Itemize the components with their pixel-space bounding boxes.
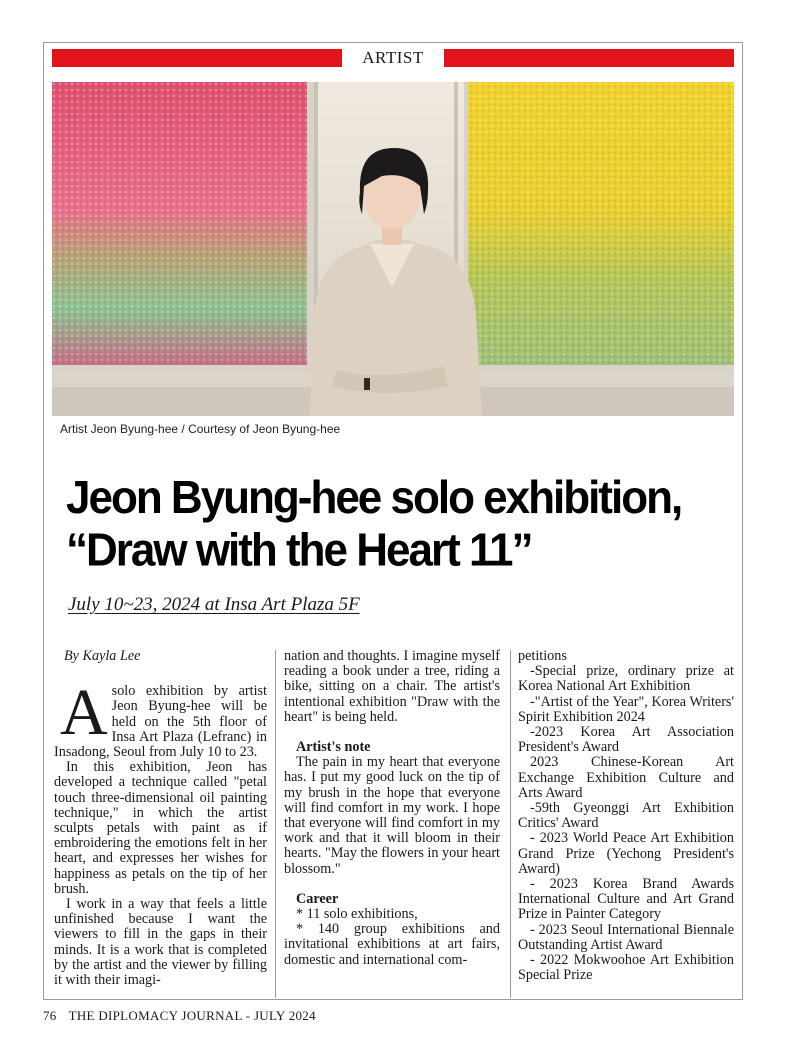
byline: By Kayla Lee [64, 648, 141, 664]
career-heading: Career [296, 890, 339, 907]
subhead: July 10~23, 2024 at Insa Art Plaza 5F [68, 594, 360, 615]
section-bar-right [444, 49, 734, 67]
artist-photo-image [52, 82, 734, 416]
artist-note-heading: Artist's note [296, 739, 371, 756]
headline [66, 472, 736, 577]
photo-caption: Artist Jeon Byung-hee / Courtesy of Jeon Byung-hee [60, 422, 341, 436]
article-column-1 [54, 649, 267, 988]
article-paragraph: In this exhibition, Jeon has developed a technique called "petal touch three-dimensional oil painting technique," in which the artist sculpts petals with paint as if embroidering the emotions felt in her heart, and expresses her wishes for happiness as petals on the tip of her brush. [54, 759, 267, 897]
column-divider [275, 650, 276, 998]
career-item: - 2023 Seoul International Biennale Outstanding Artist Award [518, 921, 734, 953]
career-item: - 2022 Mokwoohoe Art Exhibition Special Prize [518, 952, 734, 984]
section-bar-left [52, 49, 342, 67]
career-item: 2023 Chinese-Korean Art Exchange Exhibition Culture and Arts Award [518, 754, 734, 801]
headline-line-1: Jeon Byung-hee solo exhibition, [66, 472, 682, 524]
column-divider [510, 650, 511, 998]
career-item: -59th Gyeonggi Art Exhibition Critics' Award [518, 800, 734, 832]
article-paragraph: The pain in my heart that everyone has. I put my good luck on the tip of my brush in the hope that everyone will find comfort in my work. I hope that everyone will find comfort in my work and that it will bloom in their hearts. "May the flowers in your heart blossom." [284, 754, 500, 877]
article-column-2 [284, 649, 500, 968]
career-item: - 2023 Korea Brand Awards International Culture and Art Grand Prize in Painter Category [518, 876, 734, 923]
section-label: ARTIST [362, 48, 424, 67]
section-header [52, 49, 734, 67]
career-item: -Special prize, ordinary prize at Korea National Art Exhibition [518, 663, 734, 695]
artist-photo [52, 82, 734, 416]
headline-line-2: “Draw with the Heart 11” [66, 524, 532, 576]
article-paragraph: I work in a way that feels a little unfinished because I want the viewers to fill in the gaps in their minds. It is a work that is completed by the artist and the viewer by filling it with their imagi- [54, 896, 267, 989]
publication-name: THE DIPLOMACY JOURNAL - JULY 2024 [68, 1008, 316, 1023]
career-item: petitions [518, 648, 567, 664]
career-item: * 140 group exhibitions and invitational exhibitions at art fairs, domestic and international com- [284, 921, 500, 968]
drop-cap: A [60, 676, 108, 750]
lead-text: solo exhibition by artist Jeon Byung-hee will be held on the 5th floor of Insa Art Plaza (Lefranc) in Insadong, Seoul from July 10 to 23. [54, 683, 267, 761]
career-item: - 2023 World Peace Art Exhibition Grand Prize (Yechong President's Award) [518, 830, 734, 877]
career-item: -2023 Korea Art Association President's Award [518, 724, 734, 756]
career-item: -"Artist of the Year", Korea Writers' Spirit Exhibition 2024 [518, 693, 734, 725]
page-number: 76 [43, 1008, 57, 1023]
page-footer [43, 1008, 316, 1024]
article-column-3 [518, 649, 734, 983]
article-paragraph: nation and thoughts. I imagine myself reading a book under a tree, riding a bike, sitting on a chair. The artist's intentional exhibition "Draw with the heart" is being held. [284, 648, 500, 725]
article-paragraph [54, 676, 267, 761]
career-item: * 11 solo exhibitions, [296, 906, 418, 923]
